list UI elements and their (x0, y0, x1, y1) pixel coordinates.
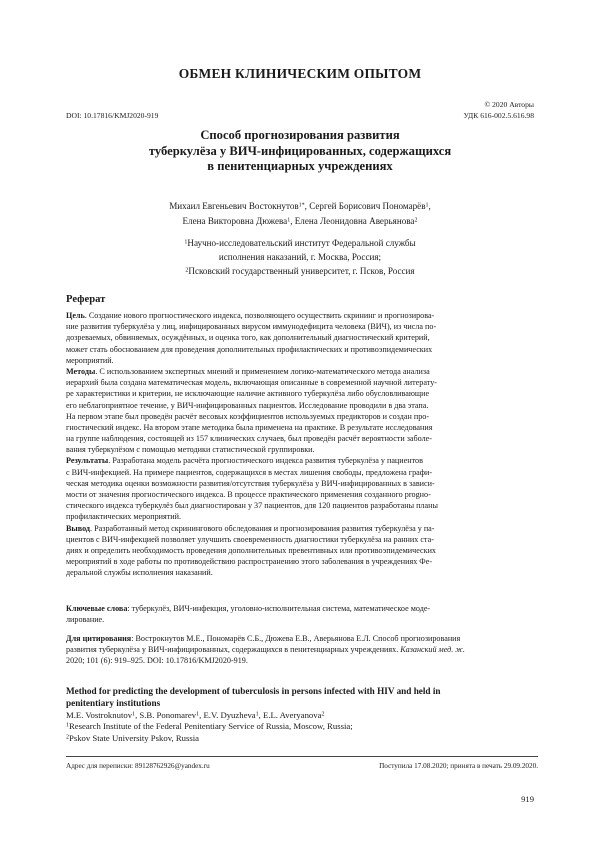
author-affiliation-mark: 1 (255, 711, 259, 718)
citation-text: : Вострокнутов М.Е., Пономарёв С.Б., Дюжева Е.В., Аверьянова Е.Л. Способ прогнозирования (131, 634, 461, 643)
english-affiliation-line (66, 721, 538, 732)
section-heading: ОБМЕН КЛИНИЧЕСКИМ ОПЫТОМ (178, 66, 422, 81)
results-label: Результаты (66, 456, 109, 466)
citation-line: 2020; 101 (6): 919–925. DOI: 10.17816/KMJ2020-919. (66, 656, 248, 666)
abstract-line: может стать обоснованием для проведения дополнительных профилактических и противоэпидемических (66, 344, 433, 354)
english-author-name: , E.L. Averyanova (258, 710, 322, 720)
citation-text: развития туберкулёза у ВИЧ-инфицированных, содержащихся в пенитенциарных учреждениях. (66, 645, 401, 655)
doi-label: DOI: 10.17816/KMJ2020-919 (66, 111, 159, 120)
author-affiliation-mark: 1 (196, 711, 200, 718)
correspondence-address: Адрес для переписки: 89128762926@yandex.ru (66, 762, 210, 770)
english-authors-block (66, 710, 538, 744)
english-author-line (66, 710, 538, 721)
author-affiliation-mark: 1 (132, 711, 136, 718)
author-name: Елена Леонидовна Аверьянова (294, 216, 415, 226)
abstract-line: диях и определить необходимость проведения дополнительных превентивных или противоэпидемических (66, 545, 436, 555)
citation-label: Для цитирования (66, 634, 132, 643)
author-name: Сергей Борисович Пономарёв (309, 201, 426, 211)
affiliation-line: исполнения наказаний, г. Москва, Россия; (218, 252, 382, 262)
abstract-line: с ВИЧ-инфекцией. На примере пациентов, содержащихся в местах лишения свободы, предложена графи- (66, 467, 433, 477)
conclusion-label: Вывод (66, 523, 91, 533)
abstract-line: гностический индекс. На втором этапе методика была применена на практике. В результате исследования (66, 422, 433, 432)
abstract-line: мости от значения прогностического индекса. В процессе практического применения созданного progно- (66, 490, 431, 499)
abstract-line: циентов с ВИЧ-инфекцией позволяет улучшить своевременность диагностики туберкулёза на ранних ста- (66, 534, 434, 544)
author-affiliation-mark: 2 (321, 711, 325, 718)
author-affiliation-mark: 2 (414, 217, 418, 224)
english-affiliation-text: Pskov State University Pskov, Russia (69, 732, 199, 743)
aim-label: Цель (66, 311, 85, 320)
keywords-line (66, 603, 538, 614)
abstract-line (66, 310, 538, 321)
affiliation-mark: 1 (66, 722, 69, 729)
title-line: Способ прогнозирования развития (200, 128, 400, 142)
abstract-line: профилактических мероприятий. (66, 512, 182, 522)
affiliation-mark: 2 (66, 733, 69, 740)
abstract-line: На первом этапе был проведён расчёт весовых коэффициентов используемых предикторов и создан про- (66, 411, 430, 421)
abstract-line (66, 523, 538, 534)
abstract-line: на группе наблюдения, состоящей из 157 клинических случаев, был проведён расчёт вероятности заболе- (66, 434, 432, 444)
citation-line (66, 644, 538, 655)
abstract-line (66, 455, 538, 466)
affiliation-text: Псковский государственный университет, г. Псков, Россия (188, 266, 415, 276)
english-affiliation-line (66, 733, 538, 744)
author-name: Елена Викторовна Дюжева (182, 216, 288, 226)
abstract-line: его неблагоприятное течение, у ВИЧ-инфицированных пациентов. Исследование проводили в два этапа. (66, 400, 429, 410)
author-name: Михаил Евгеньевич Востокнутов (169, 201, 299, 211)
article-title (60, 128, 540, 175)
citation-block (66, 633, 538, 667)
abstract-line: деральной службы исполнения наказаний. (66, 568, 213, 578)
abstract-body (66, 310, 538, 579)
abstract-line: дозреваемых, обвиняемых, осуждённых, и оценка того, как дополнительный диагностический критерий, (66, 333, 430, 343)
conclusion-text: . Разработанный метод скринингового обследования и прогнозирования развития туберкулёза у па- (90, 523, 435, 533)
page-number: 919 (521, 794, 534, 804)
abstract-line: мероприятий в ходе работы по противодействию распространению этого заболевания в учреждениях Фе- (66, 557, 433, 567)
english-title-line: penitentiary institutions (66, 697, 161, 708)
citation-line (66, 633, 538, 644)
english-title-line: Method for predicting the development of tuberculosis in persons infected with HIV and held in (66, 686, 441, 696)
affiliation-mark: 1 (184, 239, 188, 246)
title-line: в пенитенциарных учреждениях (207, 159, 393, 173)
affiliation-line (60, 264, 540, 278)
english-author-name: , S.B. Ponomarev (135, 710, 197, 720)
affiliation-mark: 2 (185, 267, 189, 274)
abstract-line: ре характеристики и критерии, не исключающие наличие активного туберкулёза либо обусловливающие (66, 389, 430, 399)
methods-text: . С использованием экспертных мнений и применением логико-математического метода анализа (95, 366, 430, 376)
copyright-notice: © 2020 Авторы (484, 100, 534, 109)
udk-code: УДК 616-002.5.616.98 (463, 111, 534, 120)
english-affiliation-text: Research Institute of the Federal Penitentiary Service of Russia, Moscow, Russia; (69, 721, 353, 732)
keywords-text: : туберкулёз, ВИЧ-инфекция, уголовно-исполнительная система, математическое моде- (127, 604, 431, 613)
keywords-label: Ключевые слова (66, 604, 128, 613)
results-text: . Разработана модель расчёта прогностического индекса развития туберкулёза у пациентов (108, 456, 423, 466)
abstract-line (66, 366, 538, 377)
affiliation-list (60, 236, 540, 278)
abstract-line: вания туберкулёзом с помощью методики статистической группировки. (66, 445, 315, 455)
abstract-line: иерархий была создана математическая модель, включающая описанные в современной научной литерату- (66, 378, 437, 388)
journal-name: Казанский мед. ж. (400, 645, 465, 655)
abstract-line: ческая методика оценки возможности развития/отсутствия туберкулёза у ВИЧ-инфицированных в зависи- (66, 478, 435, 488)
author-line: Михаил Евгеньевич Востокнутов$^{1*}$, Сергей Борисович Пономарёв$^1$, (169, 201, 431, 211)
author-affiliation-mark: 1 (287, 217, 291, 224)
author-list (50, 199, 550, 229)
keywords-line: лирование. (66, 615, 105, 625)
abstract-line: стического индекса туберкулёз был диагностирован у 37 пациентов, для 120 пациентов разработаны планы (66, 501, 438, 511)
english-author-name: M.E. Vostroknutov (66, 710, 133, 720)
author-line: Елена Викторовна Дюжева$^1$, Елена Леонидовна Аверьянова$^2$ (182, 216, 418, 226)
abstract-heading: Реферат (66, 294, 106, 305)
abstract-line: ние развития туберкулёза у лиц, инфицированных вирусом иммунодефицита человека (ВИЧ), из числа по- (66, 322, 437, 332)
keywords-block (66, 603, 538, 625)
abstract-line: мероприятий. (66, 355, 114, 365)
author-affiliation-mark: 1* (298, 202, 305, 209)
english-title (66, 686, 538, 709)
aim-text: . Создание нового прогностического индекса, позволяющего осуществить скрининг и прогнозирова- (84, 311, 435, 320)
methods-label: Методы (66, 366, 96, 376)
footer-divider (66, 756, 538, 757)
affiliation-line (60, 236, 540, 250)
author-affiliation-mark: 1 (425, 202, 429, 209)
affiliation-text: Научно-исследовательский институт Федеральной службы (187, 238, 416, 248)
english-author-name: , E.V. Dyuzheva (199, 710, 256, 720)
title-line: туберкулёза у ВИЧ-инфицированных, содержащихся (148, 143, 452, 158)
submission-dates: Поступила 17.08.2020; принята в печать 29.09.2020. (379, 762, 538, 770)
